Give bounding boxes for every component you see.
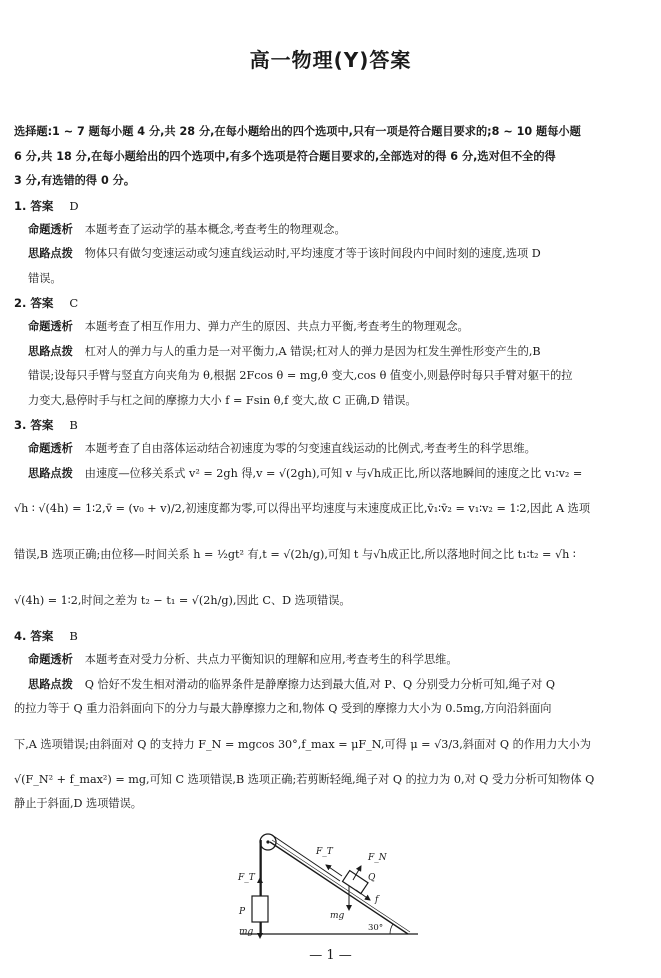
pulley-axle: [266, 840, 269, 843]
hint-label: 思路点拨: [28, 466, 73, 480]
insight-label: 命题透析: [28, 653, 73, 666]
q3-hint: [14, 462, 650, 487]
answer-label: 答案: [30, 629, 54, 643]
q4-hint-line-2: 的拉力等于 Q 重力沿斜面向下的分力与最大静摩擦力之和,物体 Q 受到的摩擦力大小为 0.5mg,方向沿斜面向: [14, 702, 552, 715]
q4-insight-text: 本题考查对受力分析、共点力平衡知识的理解和应用,考查考生的科学思维。: [84, 653, 458, 666]
q3-number: 3.: [14, 418, 27, 432]
insight-label: 命题透析: [28, 442, 73, 455]
label-mg-left: mg: [239, 927, 254, 937]
block-p: [252, 896, 268, 922]
label-q: Q: [368, 873, 376, 883]
label-ft-left: F_T: [238, 873, 255, 883]
q1-hint-line-2: 错误。: [28, 271, 62, 285]
q2-hint: [14, 340, 650, 365]
q3-hint-line-2: √h ∶ √(4h) = 1∶2,v̄ = (v₀ + v)/2,初速度都为零,可以得出平均速度与末速度成正比,v̄₁∶v̄₂ = v₁∶v₂ = 1∶2,因此 A 选项: [14, 502, 591, 515]
q2-number: 2.: [14, 296, 27, 310]
answer-label: 答案: [30, 418, 54, 432]
q4-insight: [14, 648, 650, 673]
answer-label: 答案: [30, 198, 54, 213]
q4-answer-letter: B: [69, 629, 78, 643]
q3-hint-line-4: √(4h) = 1∶2,时间之差为 t₂ − t₁ = √(2h/g),因此 C、D 选项错误。: [14, 594, 351, 607]
force-diagram: [230, 830, 430, 940]
label-ft-right: F_T: [316, 847, 333, 857]
block-q: [343, 871, 369, 894]
q3-answer-heading: [14, 413, 650, 437]
q1-insight: [14, 218, 650, 243]
intro-line-3: 3 分,有选错的得 0 分。: [14, 174, 136, 187]
q1-insight-text: 本题考查了运动学的基本概念,考查考生的物理观念。: [84, 222, 346, 236]
q4-hint-line-4: √(F_N² + f_max²) = mg,可知 C 选项错误,B 选项正确;若剪断轻绳,绳子对 Q 的拉力为 0,对 Q 受力分析可知物体 Q: [14, 772, 595, 786]
q3-hint-line-3: 错误,B 选项正确;由位移—时间关系 h = ½gt² 有,t = √(2h/g),可知 t 与√h成正比,所以落地时间之比 t₁∶t₂ = √h ∶: [14, 548, 576, 561]
q4-number: 4.: [14, 629, 27, 643]
q2-insight-text: 本题考查了相互作用力、弹力产生的原因、共点力平衡,考查考生的物理观念。: [84, 320, 469, 333]
q4-hint-line-3: 下,A 选项错误;由斜面对 Q 的支持力 F_N = mgcos 30°,f_max = μF_N,可得 μ = √3/3,斜面对 Q 的作用力大小为: [14, 737, 591, 751]
label-angle: 30°: [368, 923, 384, 933]
q1-hint-line-1: 物体只有做匀变速运动或匀速直线运动时,平均速度才等于该时间段内中间时刻的速度,选项 D: [84, 247, 541, 260]
q2-answer-letter: C: [69, 296, 79, 310]
label-p: P: [239, 907, 246, 917]
q2-answer-heading: [14, 291, 650, 315]
answer-content: [14, 120, 650, 817]
answer-label: 答案: [30, 296, 54, 310]
hint-label: 思路点拨: [28, 247, 73, 260]
q4-answer-heading: [14, 624, 650, 648]
label-f: f: [375, 895, 379, 905]
page-number: — 1 —: [309, 948, 352, 963]
label-mg-right: mg: [330, 911, 345, 921]
q2-hint-line-3: 力变大,悬停时手与杠之间的摩擦力大小 f = Fsin θ,f 变大,故 C 正确,D 错误。: [28, 393, 417, 407]
hint-label: 思路点拨: [28, 344, 73, 358]
label-fn: F_N: [368, 853, 387, 863]
q1-number: 1.: [14, 198, 27, 213]
q1-answer-heading: [14, 194, 650, 218]
q3-insight-text: 本题考查了自由落体运动结合初速度为零的匀变速直线运动的比例式,考查考生的科学思维。: [84, 442, 536, 455]
arrow-f: [356, 890, 370, 900]
q4-hint-line-1: Q 恰好不发生相对滑动的临界条件是静摩擦力达到最大值,对 P、Q 分别受力分析可知,绳子对 Q: [84, 677, 556, 691]
angle-arc: [390, 924, 393, 934]
q2-insight: [14, 315, 650, 340]
q3-insight: [14, 437, 650, 462]
arrow-ft-right: [326, 865, 342, 876]
page-title: 高一物理(Y)答案: [249, 48, 412, 72]
q1-hint: [14, 242, 650, 267]
q1-answer-letter: D: [69, 198, 79, 213]
insight-label: 命题透析: [28, 222, 73, 236]
hint-label: 思路点拨: [28, 677, 73, 691]
q3-answer-letter: B: [69, 418, 78, 432]
q2-hint-line-2: 错误;设每只手臂与竖直方向夹角为 θ,根据 2Fcos θ = mg,θ 变大,cos θ 值变小,则悬停时每只手臂对躯干的拉: [28, 369, 573, 382]
q3-hint-line-1: 由速度—位移关系式 v² = 2gh 得,v = √(2gh),可知 v 与√h成正比,所以落地瞬间的速度之比 v₁∶v₂ =: [84, 466, 583, 480]
q4-hint: [14, 673, 650, 698]
insight-label: 命题透析: [28, 320, 73, 333]
intro-line-2: 6 分,共 18 分,在每小题给出的四个选项中,有多个选项是符合题目要求的,全部选对的得 6 分,选对但不全的得: [14, 149, 556, 163]
q4-hint-line-5: 静止于斜面,D 选项错误。: [14, 797, 142, 810]
q2-hint-line-1: 杠对人的弹力与人的重力是一对平衡力,A 错误;杠对人的弹力是因为杠发生弹性形变产生的,B: [84, 344, 541, 358]
rope-incline: [272, 835, 340, 881]
intro-line-1: 选择题:1 ~ 7 题每小题 4 分,共 28 分,在每小题给出的四个选项中,只有一项是符合题目要求的;8 ~ 10 题每小题: [14, 125, 581, 138]
